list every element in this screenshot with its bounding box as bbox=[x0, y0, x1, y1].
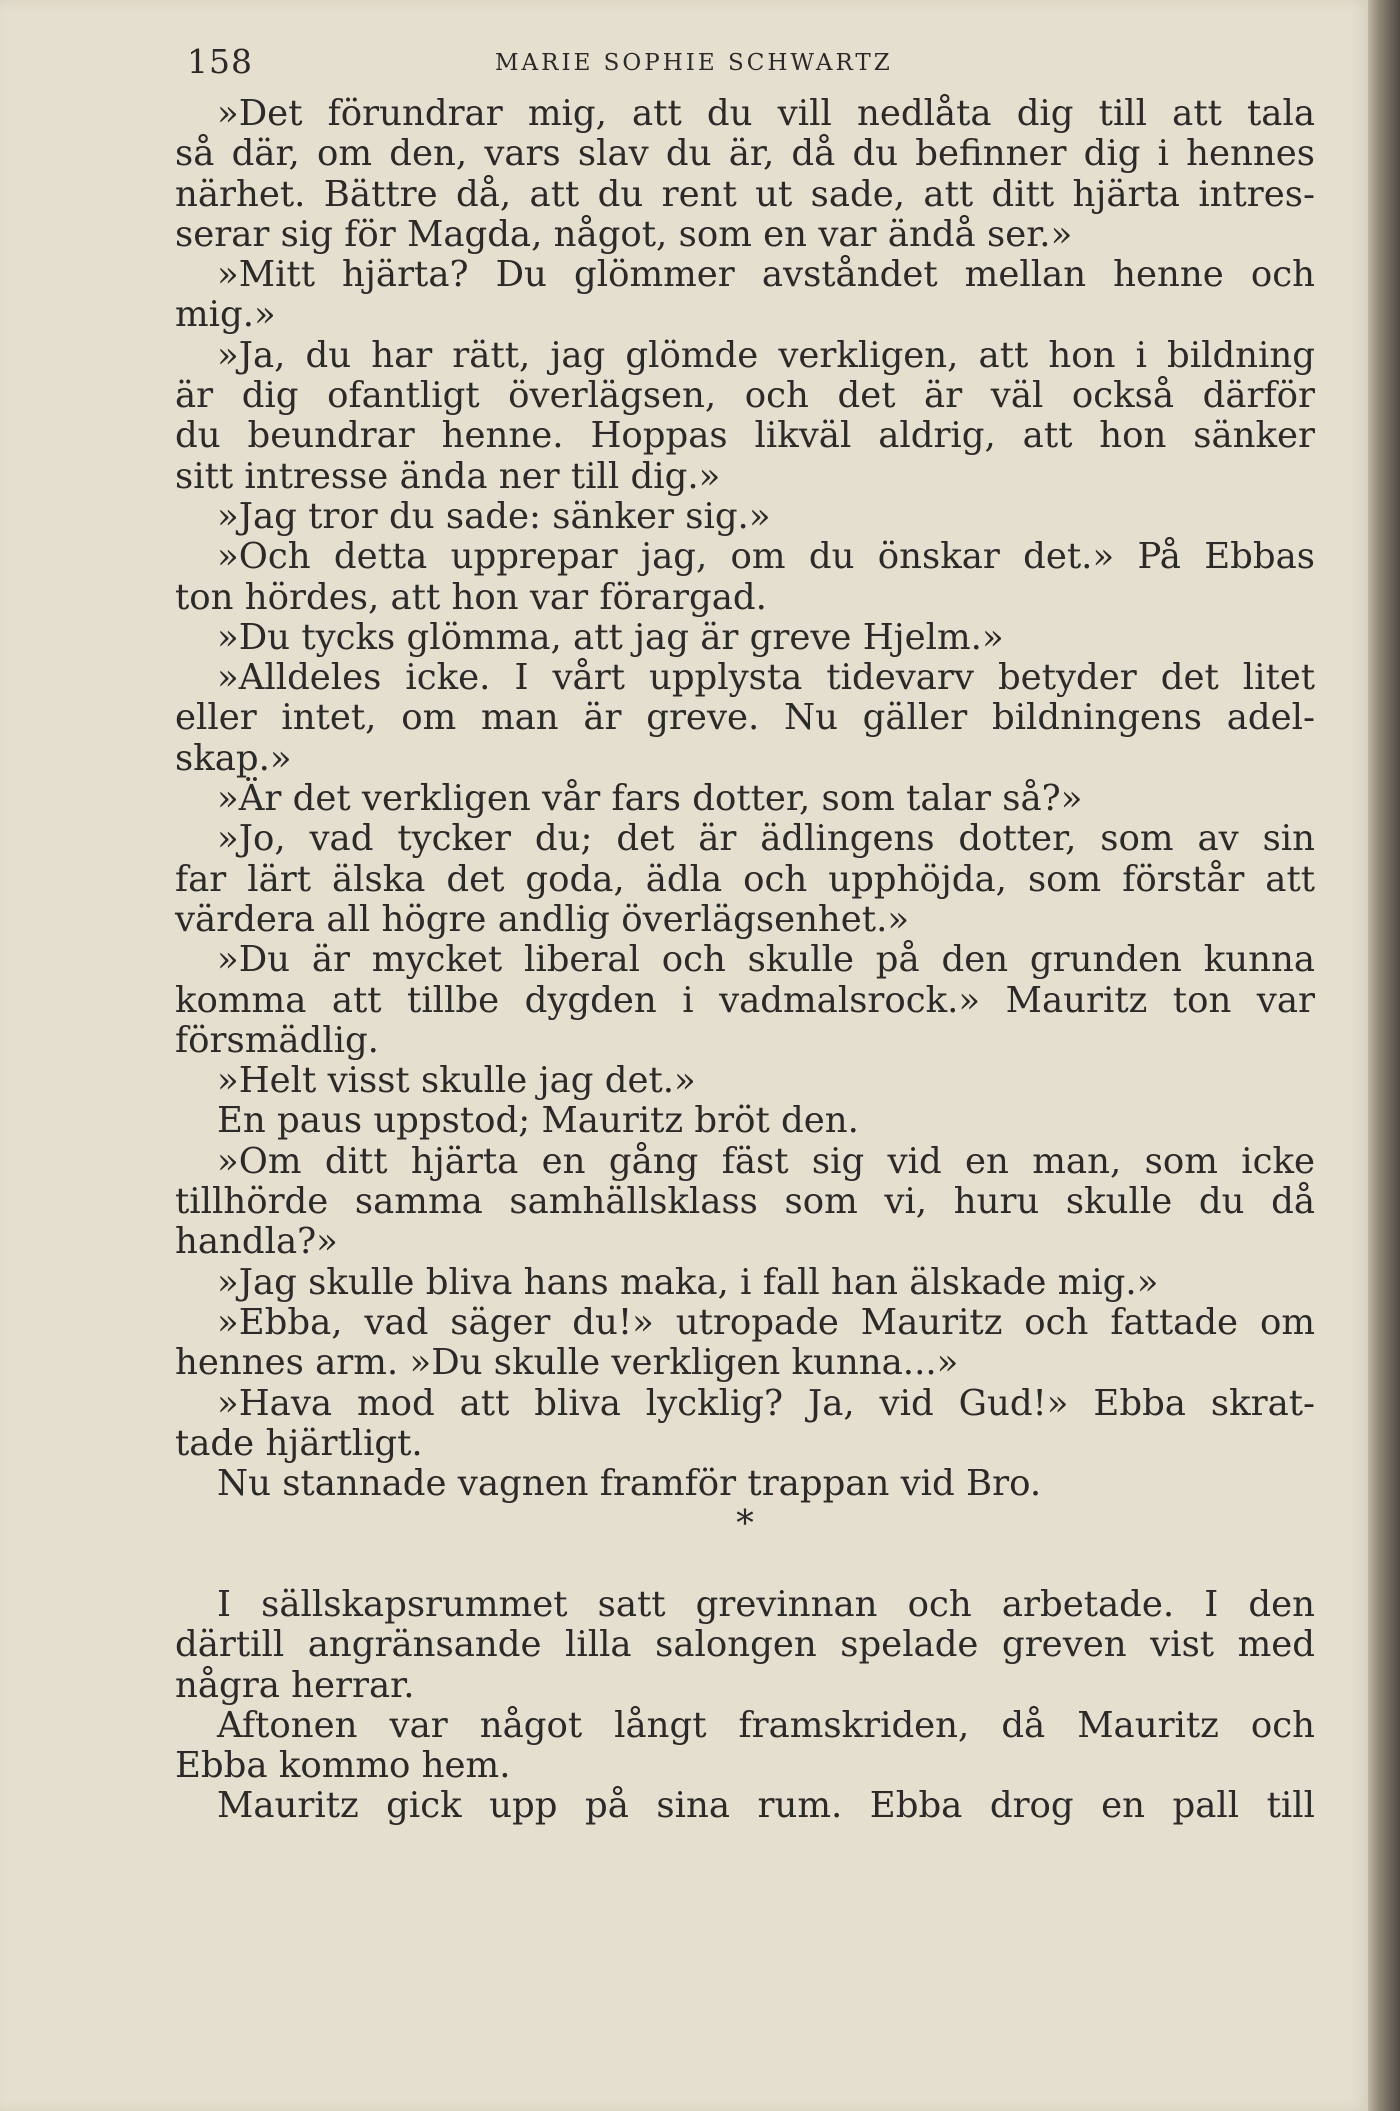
text-line: »Jag tror du sade: sänker sig.» bbox=[217, 495, 771, 537]
text-line: »Och detta upprepar jag, om du önskar det.» På Ebbas bbox=[217, 536, 1315, 578]
text-line: »Det förundrar mig, att du vill nedlåta dig till att tala bbox=[217, 93, 1315, 134]
text-line: Nu stannade vagnen framför trappan vid Bro. bbox=[217, 1463, 1042, 1505]
text-line: försmädlig. bbox=[175, 1019, 379, 1061]
running-head: MARIE SOPHIE SCHWARTZ bbox=[495, 50, 893, 76]
text-line: värdera all högre andlig överlägsenhet.» bbox=[175, 898, 910, 940]
text-line: »Du är mycket liberal och skulle på den grunden kunna bbox=[217, 939, 1315, 981]
text-line: »Hava mod att bliva lycklig? Ja, vid Gud!» Ebba skrat- bbox=[217, 1382, 1315, 1424]
text-line: sitt intresse ända ner till dig.» bbox=[175, 455, 721, 497]
text-line: »Mitt hjärta? Du glömmer avståndet mellan henne och bbox=[217, 254, 1315, 296]
text-line: tillhörde samma samhällsklass som vi, huru skulle du då bbox=[175, 1181, 1315, 1223]
text-line: far lärt älska det goda, ädla och upphöjda, som förstår att bbox=[175, 858, 1315, 900]
text-line: »Är det verkligen vår fars dotter, som talar så?» bbox=[217, 778, 1083, 820]
text-line: hennes arm. »Du skulle verkligen kunna...» bbox=[175, 1342, 959, 1384]
text-line: du beundrar henne. Hoppas likväl aldrig, att hon sänker bbox=[175, 415, 1315, 457]
text-line: mig.» bbox=[175, 294, 276, 336]
text-line: är dig ofantligt överlägsen, och det är väl också därför bbox=[175, 375, 1315, 417]
text-line: eller intet, om man är greve. Nu gäller bildningens adel- bbox=[175, 697, 1315, 739]
section-separator: * bbox=[736, 1503, 754, 1545]
text-line: några herrar. bbox=[175, 1664, 415, 1706]
text-line: handla?» bbox=[175, 1221, 338, 1263]
page-number: 158 bbox=[187, 42, 253, 81]
text-line: skap.» bbox=[175, 737, 292, 779]
text-line: närhet. Bättre då, att du rent ut sade, att ditt hjärta intres- bbox=[175, 173, 1315, 215]
text-line: I sällskapsrummet satt grevinnan och arbetade. I den bbox=[217, 1583, 1315, 1625]
text-line: serar sig för Magda, något, som en var ändå ser.» bbox=[175, 213, 1073, 255]
text-line: Aftonen var något långt framskriden, då Mauritz och bbox=[217, 1704, 1315, 1746]
text-line: Mauritz gick upp på sina rum. Ebba drog en pall till bbox=[217, 1785, 1315, 1827]
text-line: ton hördes, att hon var förargad. bbox=[175, 576, 767, 618]
text-line: »Om ditt hjärta en gång fäst sig vid en man, som icke bbox=[217, 1140, 1315, 1182]
text-line: så där, om den, vars slav du är, då du befinner dig i hennes bbox=[175, 133, 1315, 175]
text-line: »Helt visst skulle jag det.» bbox=[217, 1060, 696, 1102]
page-header bbox=[175, 42, 1315, 92]
section-gap bbox=[175, 1545, 1315, 1585]
text-line: »Du tycks glömma, att jag är greve Hjelm.» bbox=[217, 616, 1004, 658]
text-line: därtill angränsande lilla salongen spelade greven vist med bbox=[175, 1624, 1315, 1666]
text-line: Ebba kommo hem. bbox=[175, 1745, 511, 1787]
body-text bbox=[175, 94, 1315, 1827]
text-line: »Ja, du har rätt, jag glömde verkligen, att hon i bildning bbox=[217, 334, 1315, 376]
book-binding-edge bbox=[1368, 0, 1400, 2111]
text-line: »Jo, vad tycker du; det är ädlingens dotter, som av sin bbox=[217, 818, 1315, 860]
text-line: En paus uppstod; Mauritz bröt den. bbox=[217, 1100, 859, 1142]
text-line: komma att tillbe dygden i vadmalsrock.» Mauritz ton var bbox=[175, 979, 1315, 1021]
text-line: »Jag skulle bliva hans maka, i fall han älskade mig.» bbox=[217, 1261, 1159, 1303]
text-line: tade hjärtligt. bbox=[175, 1422, 423, 1464]
text-line: »Alldeles icke. I vårt upplysta tidevarv betyder det litet bbox=[217, 657, 1315, 699]
text-line: »Ebba, vad säger du!» utropade Mauritz och fattade om bbox=[217, 1301, 1315, 1343]
